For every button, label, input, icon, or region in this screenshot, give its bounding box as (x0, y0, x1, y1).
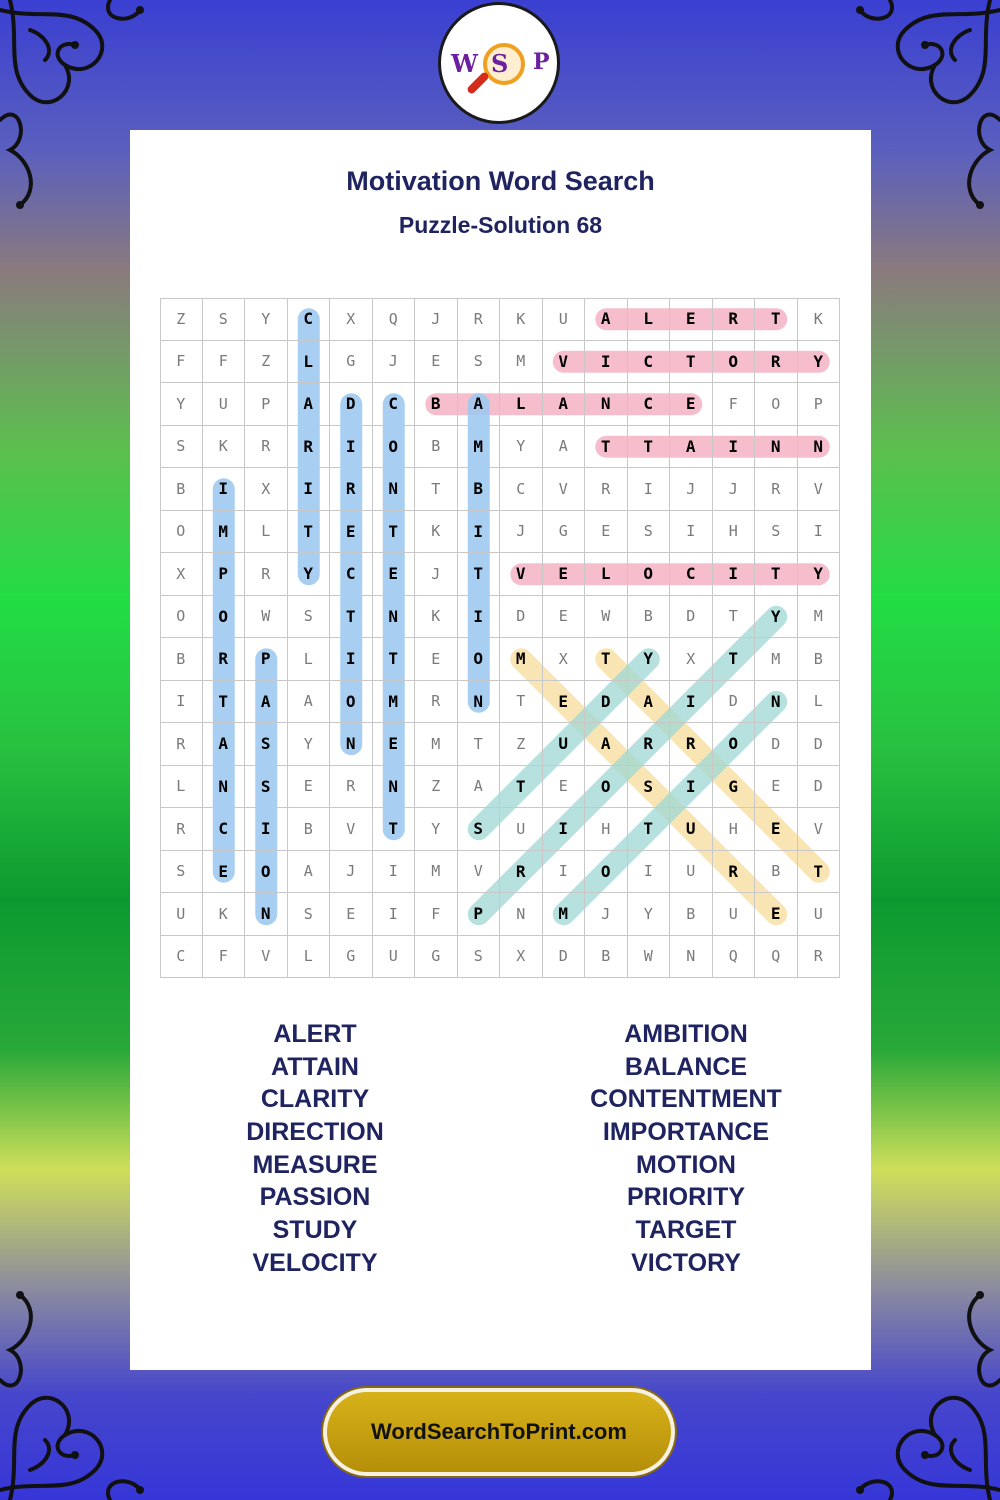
grid-cell: N (755, 426, 798, 469)
grid-cell: K (500, 298, 543, 341)
grid-cell: I (670, 681, 713, 724)
grid-cell: B (670, 893, 713, 936)
grid-cell: R (330, 766, 373, 809)
grid-cell: M (373, 681, 416, 724)
grid-cell: E (585, 511, 628, 554)
grid-cell: R (713, 851, 756, 894)
grid-cell: B (755, 851, 798, 894)
grid-cell: C (160, 936, 203, 979)
grid-cell: V (245, 936, 288, 979)
grid-cell: T (373, 638, 416, 681)
grid-cell: A (585, 298, 628, 341)
word-list-item: DIRECTION (246, 1118, 384, 1147)
grid-cell: I (585, 341, 628, 384)
grid-cell: O (330, 681, 373, 724)
word-list-item: BALANCE (624, 1052, 748, 1081)
grid-cell: H (713, 808, 756, 851)
grid-cell: O (713, 341, 756, 384)
grid-cell: P (245, 383, 288, 426)
grid-cell: G (713, 766, 756, 809)
grid-cell: O (458, 638, 501, 681)
site-logo[interactable] (438, 2, 560, 124)
grid-cell: M (500, 341, 543, 384)
grid-cell: K (203, 426, 246, 469)
grid-cell: I (245, 808, 288, 851)
grid-cell: O (245, 851, 288, 894)
page-subtitle: Puzzle-Solution 68 (398, 212, 603, 238)
grid-cell: D (543, 936, 586, 979)
grid-cell: Z (160, 298, 203, 341)
word-list-item: PRIORITY (626, 1183, 746, 1212)
grid-cell: N (798, 426, 841, 469)
grid-cell: C (628, 383, 671, 426)
word-list-right (501, 1020, 871, 1282)
grid-cell: I (670, 766, 713, 809)
logo-letter-s: S (491, 49, 509, 78)
grid-cell: R (755, 341, 798, 384)
grid-cell: A (288, 383, 331, 426)
grid-cell: G (415, 936, 458, 979)
grid-cell: R (755, 468, 798, 511)
grid-cell: L (798, 681, 841, 724)
grid-cell: I (330, 638, 373, 681)
corner-ornament-icon (850, 0, 1000, 210)
grid-cell: A (543, 383, 586, 426)
grid-cell: V (798, 468, 841, 511)
grid-cell: D (755, 723, 798, 766)
grid-cell: B (415, 426, 458, 469)
grid-cell: C (330, 553, 373, 596)
grid-cell: M (458, 426, 501, 469)
grid-cell: M (755, 638, 798, 681)
grid-cell: Y (628, 638, 671, 681)
grid-cell: T (670, 341, 713, 384)
grid-cell: J (415, 553, 458, 596)
grid-cell: R (160, 808, 203, 851)
grid-cell: A (458, 383, 501, 426)
corner-ornament-icon (0, 1290, 150, 1500)
grid-cell: J (713, 468, 756, 511)
grid-cell: T (288, 511, 331, 554)
grid-cell: O (585, 851, 628, 894)
grid-cell: D (500, 596, 543, 639)
grid-cell: V (543, 468, 586, 511)
word-search-grid (160, 298, 840, 978)
grid-cell: T (585, 638, 628, 681)
grid-cell: E (415, 341, 458, 384)
grid-cell: I (288, 468, 331, 511)
grid-cell: D (670, 596, 713, 639)
grid-cell: A (458, 766, 501, 809)
grid-cell: D (585, 681, 628, 724)
word-list-item: IMPORTANCE (602, 1118, 770, 1147)
grid-cell: X (500, 936, 543, 979)
grid-cell: S (755, 511, 798, 554)
grid-cell: E (330, 893, 373, 936)
grid-cell: U (670, 851, 713, 894)
grid-cell: I (628, 468, 671, 511)
grid-cell: F (203, 936, 246, 979)
grid-cell: Y (245, 298, 288, 341)
grid-cell: I (628, 851, 671, 894)
grid-cell: S (458, 808, 501, 851)
grid-cell: M (798, 596, 841, 639)
grid-cell: N (373, 468, 416, 511)
grid-cell: L (288, 936, 331, 979)
grid-cell: E (543, 681, 586, 724)
word-list-item: ALERT (273, 1020, 357, 1048)
grid-cell: R (458, 298, 501, 341)
grid-cell: R (288, 426, 331, 469)
grid-cell: V (543, 341, 586, 384)
grid-cell: U (670, 808, 713, 851)
grid-cell: M (203, 511, 246, 554)
grid-cell: V (500, 553, 543, 596)
grid-cell: E (373, 553, 416, 596)
grid-cell: Y (288, 723, 331, 766)
grid-cell: O (713, 723, 756, 766)
grid-cell: T (373, 511, 416, 554)
grid-cell: A (670, 426, 713, 469)
grid-cell: R (160, 723, 203, 766)
grid-cell: H (713, 511, 756, 554)
grid-cell: J (585, 893, 628, 936)
grid-cell: O (203, 596, 246, 639)
grid-cell: T (373, 808, 416, 851)
grid-cell: N (585, 383, 628, 426)
grid-cell: D (798, 766, 841, 809)
grid-cell: R (585, 468, 628, 511)
grid-cell: Y (755, 596, 798, 639)
grid-cell: E (670, 383, 713, 426)
grid-cell: E (288, 766, 331, 809)
grid-cell: W (585, 596, 628, 639)
grid-cell: V (458, 851, 501, 894)
site-link-button[interactable]: WordSearchToPrint.com (323, 1388, 675, 1476)
grid-cell: B (585, 936, 628, 979)
grid-cell: S (245, 766, 288, 809)
grid-cell: R (245, 553, 288, 596)
word-list-item: CONTENTMENT (590, 1085, 782, 1114)
grid-cell: W (628, 936, 671, 979)
grid-cell: F (415, 893, 458, 936)
grid-cell: I (330, 426, 373, 469)
grid-cell: N (458, 681, 501, 724)
grid-cell: U (713, 893, 756, 936)
logo-letter-w: W (451, 49, 478, 78)
grid-cell: E (415, 638, 458, 681)
grid-cell: R (713, 298, 756, 341)
grid-cell: K (415, 596, 458, 639)
grid-cell: C (500, 468, 543, 511)
grid-cell: N (373, 596, 416, 639)
grid-cell: I (373, 851, 416, 894)
grid-cell: G (330, 341, 373, 384)
grid-cell: Y (798, 553, 841, 596)
grid-cell: R (670, 723, 713, 766)
grid-cell: L (288, 341, 331, 384)
grid-cell: T (713, 638, 756, 681)
grid-cell: A (288, 851, 331, 894)
grid-cell: P (203, 553, 246, 596)
grid-cell: T (755, 553, 798, 596)
grid-cell: E (543, 766, 586, 809)
grid-cell: B (160, 468, 203, 511)
grid-cell: B (628, 596, 671, 639)
puzzle-sheet (130, 130, 871, 1370)
grid-cell: M (543, 893, 586, 936)
grid-cell: L (245, 511, 288, 554)
grid-cell: J (670, 468, 713, 511)
grid-cell: N (203, 766, 246, 809)
word-list-item: VELOCITY (252, 1248, 378, 1277)
grid-cell: M (415, 851, 458, 894)
word-list-item: STUDY (272, 1216, 358, 1245)
grid-cell: I (713, 426, 756, 469)
grid-cell: L (585, 553, 628, 596)
grid-cell: Y (415, 808, 458, 851)
grid-cell: K (415, 511, 458, 554)
word-list-item: AMBITION (624, 1020, 748, 1048)
grid-cell: U (160, 893, 203, 936)
grid-cell: B (160, 638, 203, 681)
grid-cell: C (373, 383, 416, 426)
grid-cell: P (245, 638, 288, 681)
grid-cell: X (245, 468, 288, 511)
grid-cell: N (330, 723, 373, 766)
grid-cell: O (160, 511, 203, 554)
grid-cell: J (330, 851, 373, 894)
letter-grid (160, 298, 840, 978)
grid-cell: T (755, 298, 798, 341)
grid-cell: A (203, 723, 246, 766)
grid-cell: L (160, 766, 203, 809)
grid-cell: B (288, 808, 331, 851)
grid-cell: M (415, 723, 458, 766)
grid-cell: Z (245, 341, 288, 384)
grid-cell: G (543, 511, 586, 554)
grid-cell: T (713, 596, 756, 639)
grid-cell: A (585, 723, 628, 766)
word-list-item: MEASURE (252, 1150, 378, 1179)
grid-cell: I (670, 511, 713, 554)
grid-cell: Y (160, 383, 203, 426)
grid-cell: I (160, 681, 203, 724)
corner-ornament-icon (850, 1290, 1000, 1500)
grid-cell: T (798, 851, 841, 894)
grid-cell: R (330, 468, 373, 511)
grid-cell: R (203, 638, 246, 681)
grid-cell: C (203, 808, 246, 851)
grid-cell: R (500, 851, 543, 894)
grid-cell: Y (798, 341, 841, 384)
grid-cell: O (755, 383, 798, 426)
grid-cell: E (543, 553, 586, 596)
grid-cell: F (713, 383, 756, 426)
grid-cell: Z (415, 766, 458, 809)
grid-cell: I (203, 468, 246, 511)
grid-cell: S (628, 766, 671, 809)
grid-cell: H (585, 808, 628, 851)
grid-cell: J (373, 341, 416, 384)
grid-cell: U (373, 936, 416, 979)
grid-cell: E (755, 893, 798, 936)
grid-cell: Z (500, 723, 543, 766)
grid-cell: C (670, 553, 713, 596)
grid-cell: P (458, 893, 501, 936)
grid-cell: T (500, 681, 543, 724)
grid-cell: O (373, 426, 416, 469)
grid-cell: S (288, 893, 331, 936)
grid-cell: L (628, 298, 671, 341)
word-list-item: VICTORY (631, 1248, 741, 1277)
grid-cell: R (798, 936, 841, 979)
grid-cell: I (458, 596, 501, 639)
grid-cell: X (543, 638, 586, 681)
grid-cell: T (585, 426, 628, 469)
grid-cell: C (628, 341, 671, 384)
grid-cell: T (458, 553, 501, 596)
grid-cell: B (415, 383, 458, 426)
grid-cell: T (628, 426, 671, 469)
grid-cell: N (245, 893, 288, 936)
word-list-item: PASSION (259, 1183, 371, 1212)
grid-cell: C (288, 298, 331, 341)
grid-cell: Q (755, 936, 798, 979)
grid-cell: I (713, 553, 756, 596)
grid-cell: N (755, 681, 798, 724)
grid-cell: V (798, 808, 841, 851)
grid-cell: E (755, 808, 798, 851)
grid-cell: T (500, 766, 543, 809)
grid-cell: A (628, 681, 671, 724)
grid-cell: S (458, 341, 501, 384)
word-list-item: CLARITY (260, 1085, 370, 1114)
grid-cell: X (330, 298, 373, 341)
grid-cell: N (500, 893, 543, 936)
grid-cell: T (458, 723, 501, 766)
grid-cell: E (670, 298, 713, 341)
grid-cell: J (500, 511, 543, 554)
grid-cell: W (245, 596, 288, 639)
grid-cell: J (415, 298, 458, 341)
grid-cell: E (543, 596, 586, 639)
grid-cell: K (203, 893, 246, 936)
grid-cell: A (245, 681, 288, 724)
grid-cell: I (373, 893, 416, 936)
grid-cell: G (330, 936, 373, 979)
grid-cell: D (798, 723, 841, 766)
grid-cell: Q (373, 298, 416, 341)
word-list-left (130, 1020, 500, 1282)
grid-cell: I (458, 511, 501, 554)
grid-cell: S (628, 511, 671, 554)
grid-cell: T (628, 808, 671, 851)
grid-cell: Y (500, 426, 543, 469)
grid-cell: S (458, 936, 501, 979)
grid-cell: N (373, 766, 416, 809)
grid-cell: B (458, 468, 501, 511)
grid-cell: S (160, 851, 203, 894)
grid-cell: K (798, 298, 841, 341)
logo-letter-p: P (533, 49, 550, 75)
grid-cell: X (670, 638, 713, 681)
grid-cell: U (798, 893, 841, 936)
grid-cell: U (543, 298, 586, 341)
grid-cell: T (203, 681, 246, 724)
grid-cell: N (670, 936, 713, 979)
grid-cell: O (628, 553, 671, 596)
grid-cell: R (628, 723, 671, 766)
grid-cell: F (203, 341, 246, 384)
grid-cell: S (288, 596, 331, 639)
grid-cell: E (755, 766, 798, 809)
grid-cell: L (500, 383, 543, 426)
corner-ornament-icon (0, 0, 150, 210)
grid-cell: I (798, 511, 841, 554)
grid-cell: U (500, 808, 543, 851)
grid-cell: Q (713, 936, 756, 979)
grid-cell: R (245, 426, 288, 469)
page-title: Motivation Word Search (346, 166, 655, 196)
grid-cell: A (288, 681, 331, 724)
grid-cell: S (203, 298, 246, 341)
grid-cell: P (798, 383, 841, 426)
grid-cell: X (160, 553, 203, 596)
grid-cell: F (160, 341, 203, 384)
grid-cell: S (160, 426, 203, 469)
grid-cell: Y (288, 553, 331, 596)
grid-cell: L (288, 638, 331, 681)
grid-cell: T (330, 596, 373, 639)
grid-cell: E (373, 723, 416, 766)
grid-cell: O (160, 596, 203, 639)
word-list-item: ATTAIN (271, 1052, 359, 1081)
grid-cell: V (330, 808, 373, 851)
word-list-item: MOTION (636, 1150, 736, 1179)
grid-cell: D (330, 383, 373, 426)
grid-cell: M (500, 638, 543, 681)
grid-cell: O (585, 766, 628, 809)
grid-cell: Y (628, 893, 671, 936)
grid-cell: B (798, 638, 841, 681)
grid-cell: S (245, 723, 288, 766)
grid-cell: U (203, 383, 246, 426)
grid-cell: A (543, 426, 586, 469)
grid-cell: I (543, 808, 586, 851)
grid-cell: T (415, 468, 458, 511)
grid-cell: I (543, 851, 586, 894)
grid-cell: R (415, 681, 458, 724)
grid-cell: E (330, 511, 373, 554)
grid-cell: E (203, 851, 246, 894)
grid-cell: D (713, 681, 756, 724)
grid-cell: U (543, 723, 586, 766)
word-list-item: TARGET (635, 1216, 737, 1245)
